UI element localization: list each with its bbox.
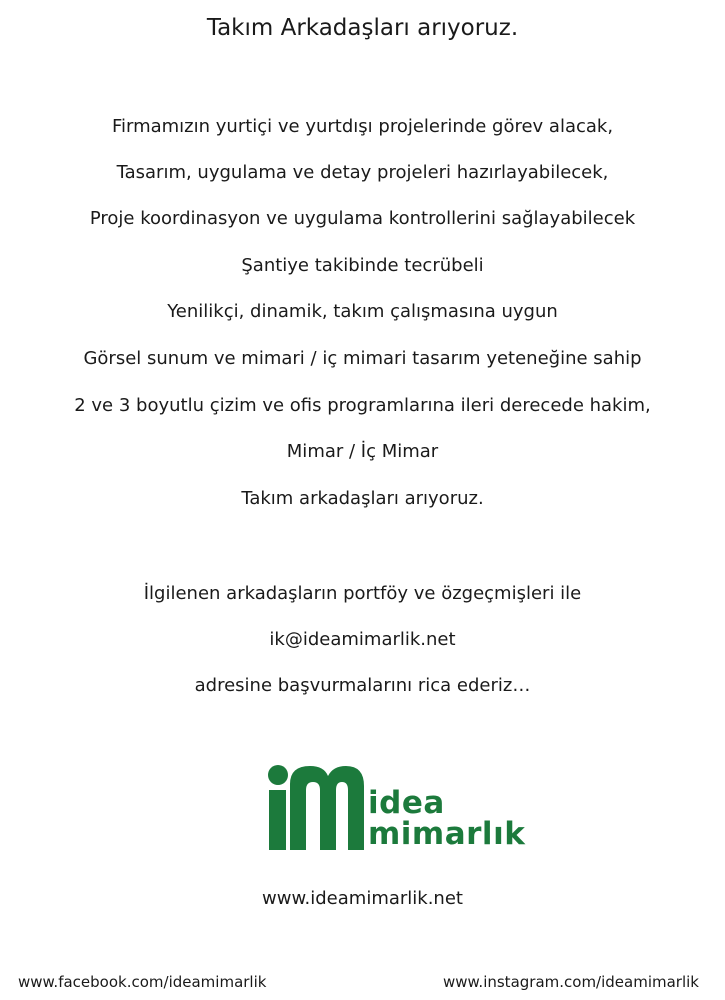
requirement-line: Şantiye takibinde tecrübeli xyxy=(241,255,484,276)
application-closing: adresine başvurmalarını rica ederiz… xyxy=(194,675,531,696)
website-link[interactable]: www.ideamimarlik.net xyxy=(262,888,463,909)
logo-word-mimarlik: mimarlık xyxy=(368,816,526,852)
requirement-line: Tasarım, uygulama ve detay projeleri hazırlayabilecek, xyxy=(116,162,609,183)
requirement-line: Firmamızın yurtiçi ve yurtdışı projelerinde görev alacak, xyxy=(111,116,614,137)
requirement-line: Mimar / İç Mimar xyxy=(286,441,439,462)
requirement-line: Takım arkadaşları arıyoruz. xyxy=(241,488,484,509)
requirement-line: Görsel sunum ve mimari / iç mimari tasarım yeteneğine sahip xyxy=(83,348,642,369)
page-title: Takım Arkadaşları arıyoruz. xyxy=(206,15,519,41)
requirement-line: Yenilikçi, dinamik, takım çalışmasına uygun xyxy=(167,301,558,322)
instagram-link[interactable]: www.instagram.com/ideamimarlik xyxy=(443,973,699,991)
company-logo xyxy=(266,762,526,854)
application-text: İlgilenen arkadaşların portföy ve özgeçmişleri ile xyxy=(143,583,582,604)
logo-word-idea: idea xyxy=(368,785,445,821)
requirement-line: Proje koordinasyon ve uygulama kontrollerini sağlayabilecek xyxy=(89,208,636,229)
requirement-line: 2 ve 3 boyutlu çizim ve ofis programlarına ileri derecede hakim, xyxy=(74,395,651,416)
contact-email[interactable]: ik@ideamimarlik.net xyxy=(269,629,456,650)
logo-mark-icon xyxy=(266,762,366,854)
facebook-link[interactable]: www.facebook.com/ideamimarlik xyxy=(18,973,267,991)
